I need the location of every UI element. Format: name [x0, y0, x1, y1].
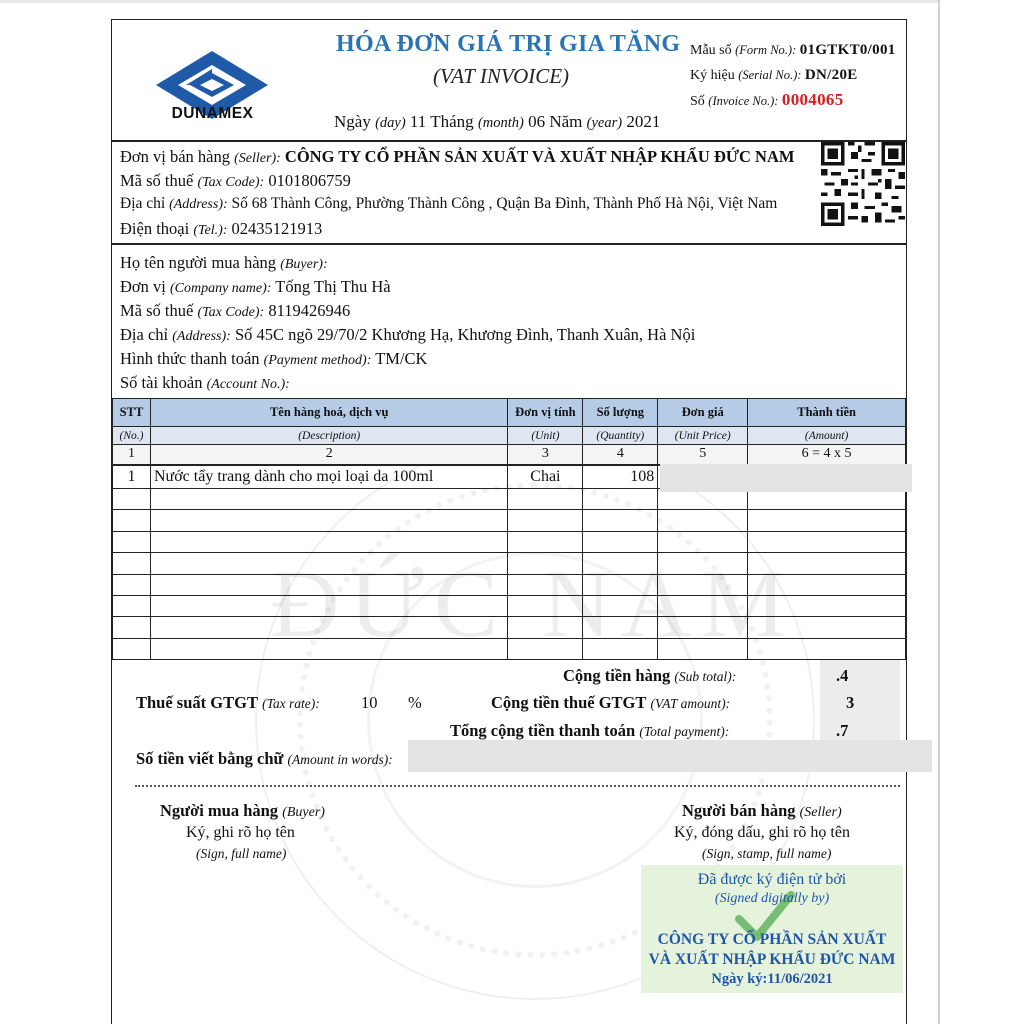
redacted-area — [820, 660, 900, 740]
column-subheader: (No.) — [113, 427, 151, 445]
company-logo-text: DUNAMEX — [171, 105, 254, 122]
total-payment-value: .7 — [836, 721, 849, 740]
column-header: STT — [113, 399, 151, 427]
column-number: 3 — [508, 445, 583, 465]
tax-rate-value: 10 — [361, 693, 378, 712]
column-subheader: (Unit) — [508, 427, 583, 445]
redacted-area — [408, 740, 932, 772]
column-number: 2 — [150, 445, 507, 465]
seller-signature-title: Người bán hàng (Seller) — [682, 801, 842, 820]
page-edge — [938, 0, 940, 1024]
seller-signature-note: (Sign, stamp, full name) — [702, 846, 832, 861]
column-number: 1 — [113, 445, 151, 465]
buyer-account-line: Số tài khoản (Account No.): — [120, 373, 290, 392]
total-payment-line: Tổng cộng tiền thanh toán (Total payment): — [450, 721, 730, 740]
invoice-subtitle: (VAT INVOICE) — [433, 64, 570, 88]
subtotal-line: Cộng tiền hàng (Sub total): — [563, 666, 737, 685]
dotted-divider — [135, 785, 900, 787]
digital-signature-company: VÀ XUẤT NHẬP KHẨU ĐỨC NAM — [648, 951, 896, 968]
digital-signature-label: Đã được ký điện tử bởi — [697, 871, 847, 888]
column-header: Thành tiền — [748, 399, 906, 427]
digital-signature-label-en: (Signed digitally by) — [714, 891, 830, 906]
column-header: Số lượng — [583, 399, 658, 427]
invoice-number: Số (Invoice No.): 0004065 — [690, 90, 844, 109]
invoice-title: HÓA ĐƠN GIÁ TRỊ GIA TĂNG — [336, 31, 681, 57]
invoice-date: Ngày (day) 11 Tháng (month) 06 Năm (year) 2021 — [334, 112, 661, 131]
vat-amount-line: Cộng tiền thuế GTGT (VAT amount): — [491, 693, 731, 712]
table-row — [113, 574, 906, 595]
form-number: Mẫu số (Form No.): 01GTKT0/001 — [690, 42, 896, 58]
page-edge — [0, 0, 938, 3]
serial-number: Ký hiệu (Serial No.): DN/20E — [690, 67, 858, 83]
column-subheader: (Amount) — [748, 427, 906, 445]
digital-signature-company: CÔNG TY CỔ PHẦN SẢN XUẤT — [657, 931, 887, 948]
buyer-tax-line: Mã số thuế (Tax Code): 8119426946 — [120, 301, 351, 320]
seller-signature-instruction: Ký, đóng dấu, ghi rõ họ tên — [674, 824, 850, 841]
table-header-row — [113, 399, 906, 427]
row-quantity: 108 — [583, 465, 658, 489]
column-subheader: (Description) — [150, 427, 507, 445]
seller-address-line: Địa chỉ (Address): Số 68 Thành Công, Phường Thành Công , Quận Ba Đình, Thành Phố Hà Nội, Việt Nam — [120, 195, 778, 212]
divider — [111, 140, 907, 142]
table-row — [113, 553, 906, 574]
qr-code-icon — [820, 142, 906, 226]
column-header: Đơn giá — [658, 399, 748, 427]
digital-signature-date: Ngày ký:11/06/2021 — [711, 971, 833, 987]
column-number: 6 = 4 x 5 — [748, 445, 906, 465]
buyer-company-line: Đơn vị (Company name): Tống Thị Thu Hà — [120, 277, 391, 296]
tax-rate-percent: % — [408, 693, 422, 712]
table-subheader-row — [113, 427, 906, 445]
table-row — [113, 617, 906, 638]
row-unit: Chai — [508, 465, 583, 489]
table-row — [113, 510, 906, 531]
buyer-signature-note: (Sign, full name) — [196, 846, 287, 861]
table-number-row — [113, 445, 906, 465]
seller-tax-line: Mã số thuế (Tax Code): 0101806759 — [120, 171, 351, 190]
amount-in-words-line: Số tiền viết bằng chữ (Amount in words): — [136, 749, 393, 768]
watermark-text: ĐỨC NAM — [270, 550, 796, 657]
buyer-name-line: Họ tên người mua hàng (Buyer): — [120, 253, 328, 272]
column-number: 4 — [583, 445, 658, 465]
subtotal-value: .4 — [836, 666, 849, 685]
buyer-address-line: Địa chỉ (Address): Số 45C ngõ 29/70/2 Khương Hạ, Khương Đình, Thanh Xuân, Hà Nội — [120, 325, 696, 344]
column-subheader: (Quantity) — [583, 427, 658, 445]
divider — [111, 243, 907, 245]
column-subheader: (Unit Price) — [658, 427, 748, 445]
row-description: Nước tẩy trang dành cho mọi loại da 100ml — [150, 465, 507, 489]
buyer-signature-instruction: Ký, ghi rõ họ tên — [186, 824, 295, 841]
items-table — [112, 398, 906, 660]
row-number: 1 — [113, 465, 151, 489]
seller-tel-line: Điện thoại (Tel.): 02435121913 — [120, 219, 323, 238]
buyer-payment-line: Hình thức thanh toán (Payment method): TM/CK — [120, 349, 428, 368]
seller-name-line: Đơn vị bán hàng (Seller): CÔNG TY CỔ PHẦN SẢN XUẤT VÀ XUẤT NHẬP KHẨU ĐỨC NAM — [120, 147, 795, 166]
column-header: Tên hàng hoá, dịch vụ — [150, 399, 507, 427]
redacted-area — [660, 464, 912, 492]
vat-amount-value: 3 — [846, 693, 855, 712]
digital-signature-box — [641, 865, 903, 993]
table-row — [113, 595, 906, 616]
column-number: 5 — [658, 445, 748, 465]
table-row — [113, 531, 906, 552]
buyer-signature-title: Người mua hàng (Buyer) — [160, 801, 325, 820]
table-row — [113, 638, 906, 659]
column-header: Đơn vị tính — [508, 399, 583, 427]
tax-rate-line: Thuế suất GTGT (Tax rate): — [136, 693, 320, 712]
